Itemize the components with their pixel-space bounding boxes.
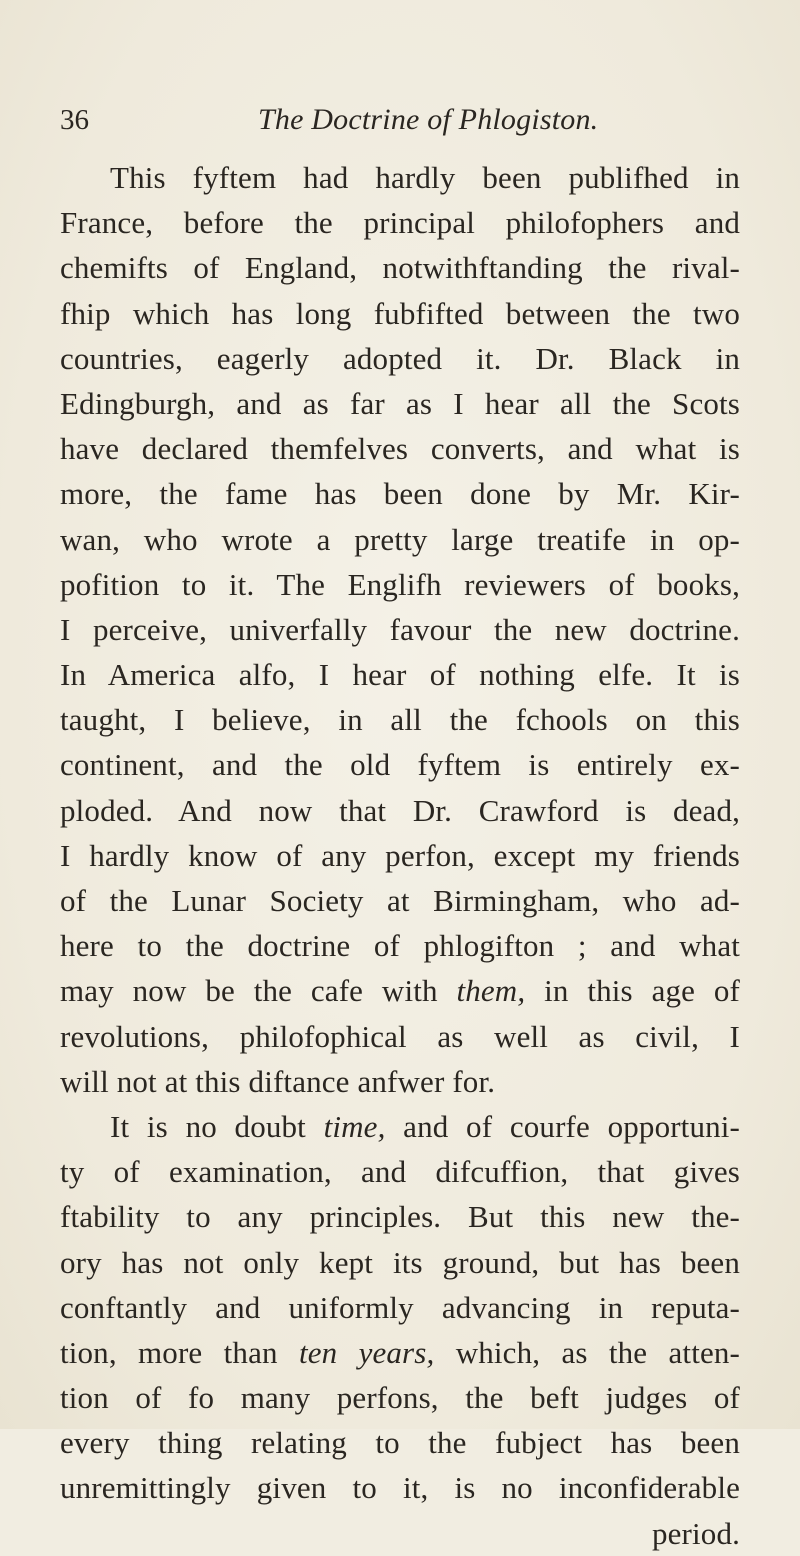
text-line: ory has not only kept its ground, but has been [60,1244,740,1280]
text-line: Edingburgh, and as far as I hear all the Scots [60,385,740,421]
text-segment: It is no doubt [110,1108,306,1144]
text-line: of the Lunar Society at Birmingham, who ad- [60,883,740,918]
text-line: tion of fo many perfons, the beft judges of [60,1380,740,1416]
text-line: continent, and the old fyftem is entirely ex- [60,747,740,783]
text-line: ftability to any principles. But this new the- [60,1199,740,1235]
text-line: In America alfo, I hear of nothing elfe. It is [60,657,740,693]
text-line: I perceive, univerfally favour the new doctrine. [60,611,740,647]
text-line: wan, who wrote a pretty large treatife in op- [60,521,740,557]
text-line [60,968,740,1013]
text-segment: may now be the cafe with [60,973,438,1009]
text-line: ty of examination, and difcuffion, that gives [60,1154,740,1190]
text-line: ploded. And now that Dr. Crawford is dead, [60,792,740,828]
text-line: fhip which has long fubfifted between the two [60,295,740,331]
text-line: period. [652,1515,740,1551]
text-line: unremittingly given to it, is no inconfiderable [60,1470,740,1506]
text-line [60,1330,740,1375]
text-line: This fyftem had hardly been publifhed in [110,160,740,195]
page-header [60,100,740,140]
text-line: countries, eagerly adopted it. Dr. Black in [60,340,740,376]
text-line: every thing relating to the fubject has been [60,1425,740,1461]
text-segment: and of courfe opportuni- [403,1108,740,1144]
text-line: chemifts of England, notwithftanding the rival- [60,250,740,286]
text-segment: which, as the atten- [455,1334,740,1370]
italic-emphasis: them, [456,973,526,1009]
body-text [60,155,740,1556]
running-head: The Doctrine of Phlogiston. [258,103,599,136]
text-line: will not at this diftance anfwer for. [60,1063,496,1099]
text-line: taught, I believe, in all the fchools on this [60,702,740,738]
italic-emphasis: ten years, [298,1334,435,1370]
paragraph-2 [60,1104,740,1556]
text-line: France, before the principal philofophers and [60,205,740,241]
paragraph-1 [60,155,740,1104]
text-line: more, the fame has been done by Mr. Kir- [60,476,740,512]
text-segment: tion, more than [60,1334,278,1370]
text-line: revolutions, philofophical as well as civil, I [60,1018,740,1054]
text-line: have declared themfelves converts, and what is [60,431,740,467]
text-line: I hardly know of any perfon, except my friends [60,837,740,873]
text-line: conftantly and uniformly advancing in reputa- [60,1289,740,1325]
text-line: pofition to it. The Englifh reviewers of books, [60,566,740,602]
page-number: 36 [60,104,89,136]
text-line [60,1104,740,1149]
italic-emphasis: time, [323,1108,386,1144]
text-line: here to the doctrine of phlogifton ; and what [60,928,740,964]
text-segment: in this age of [544,973,740,1009]
